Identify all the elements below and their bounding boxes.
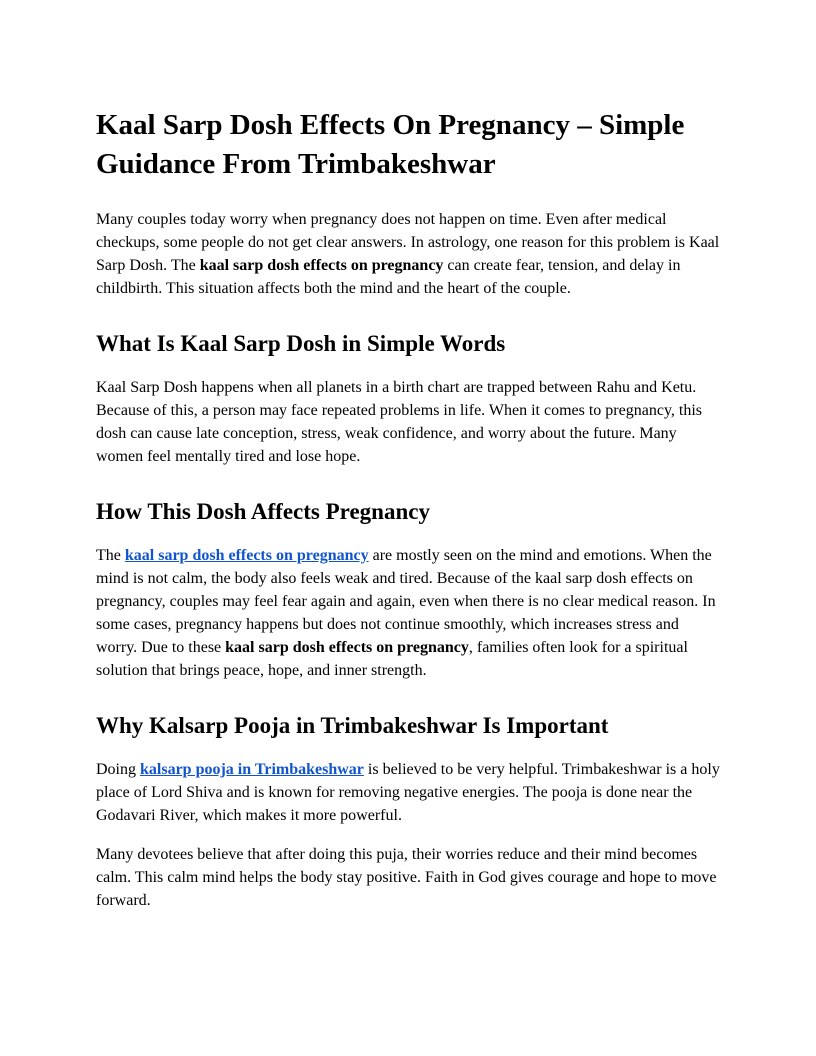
text-run: Doing — [96, 760, 140, 778]
section-heading: Why Kalsarp Pooja in Trimbakeshwar Is Important — [96, 712, 609, 738]
text-run: Kaal Sarp Dosh happens when all planets in a birth chart are trapped between Rahu and Ketu. Because of this, a person may face repeated problems in life. When it comes to pregnancy, this dosh can cause late conception, stress, weak confidence, and worry about the future. Many women feel mentally tired and lose hope. — [96, 379, 703, 466]
document-body — [96, 208, 720, 911]
paragraph — [96, 843, 720, 912]
text-run: Many couples today worry when pregnancy does not happen on time. Even after medical checkups, some people do not get clear answers. In astrology, one reason for this problem is Kaal Sarp Dosh. The — [96, 211, 720, 275]
inline-link[interactable]: kaal sarp dosh effects on pregnancy — [124, 546, 369, 564]
paragraph — [96, 544, 720, 682]
paragraph — [96, 376, 720, 468]
text-run: is believed to be very helpful. Trimbakeshwar is a holy place of Lord Shiva and is known for removing negative energies. The pooja is done near the Godavari River, which makes it more powerful. — [96, 760, 720, 824]
text-run: , families often look for a spiritual solution that brings peace, hope, and inner strength. — [96, 638, 688, 679]
paragraph — [96, 208, 720, 300]
bold-text-run: kaal sarp dosh effects on pregnancy — [225, 638, 469, 656]
paragraph — [96, 758, 720, 827]
text-run: The — [96, 546, 125, 564]
section-heading: What Is Kaal Sarp Dosh in Simple Words — [96, 331, 506, 357]
text-run: can create fear, tension, and delay in childbirth. This situation affects both the mind and the heart of the couple. — [96, 257, 681, 298]
document-title: Kaal Sarp Dosh Effects On Pregnancy – Simple Guidance From Trimbakeshwar — [96, 109, 685, 181]
text-run: are mostly seen on the mind and emotions. When the mind is not calm, the body also feels weak and tired. Because of the kaal sarp dosh effects on pregnancy, couples may feel fear again and again, even when there is no clear medical reason. In some cases, pregnancy happens but does not continue smoothly, which increases stress and worry. Due to these — [96, 546, 716, 656]
inline-link[interactable]: kalsarp pooja in Trimbakeshwar — [140, 760, 364, 778]
text-run: Many devotees believe that after doing this puja, their worries reduce and their mind becomes calm. This calm mind helps the body stay positive. Faith in God gives courage and hope to move forward. — [96, 845, 717, 909]
section-heading: How This Dosh Affects Pregnancy — [96, 499, 430, 525]
bold-text-run: kaal sarp dosh effects on pregnancy — [199, 257, 444, 275]
